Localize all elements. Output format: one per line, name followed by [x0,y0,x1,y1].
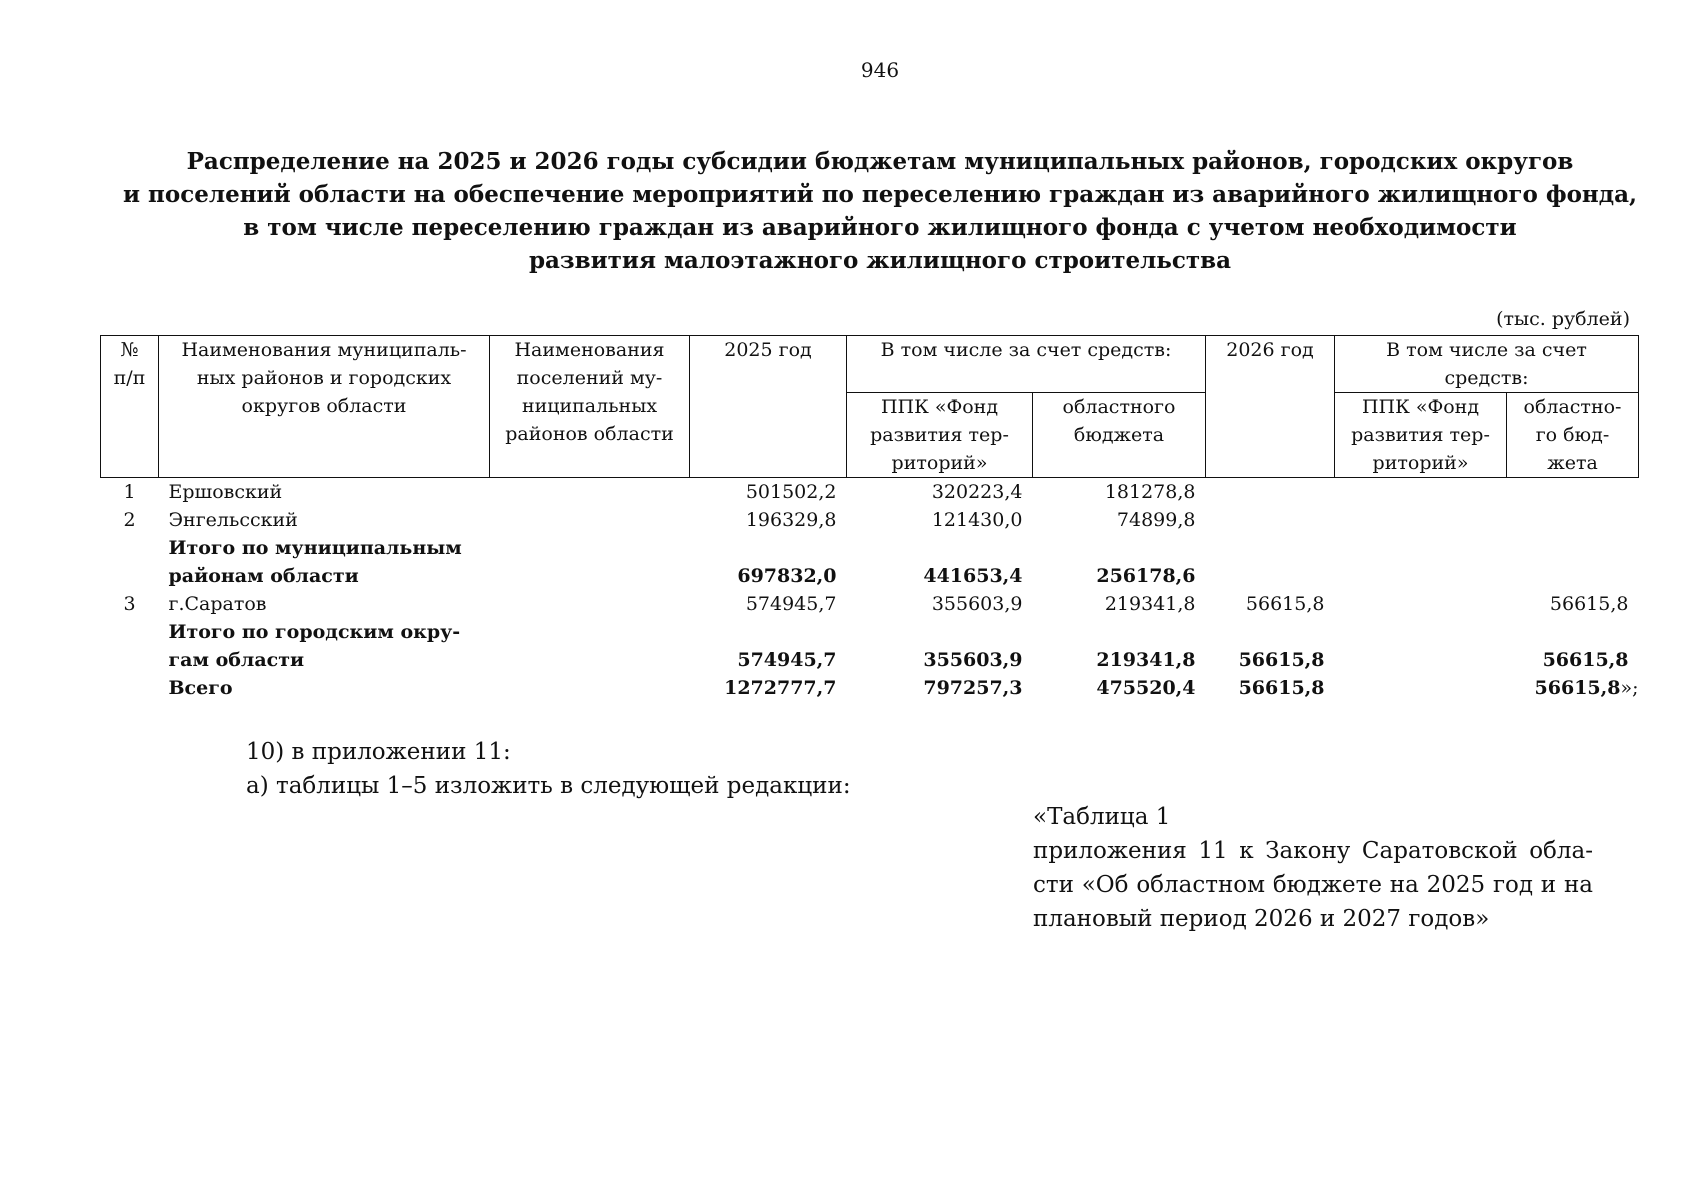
title-line: и поселений области на обеспечение мероприятий по переселению граждан из аварийного жилищного фонда, [122,181,1637,208]
header-num: № п/п [101,336,159,478]
cell-2026: 56615,8 [1238,677,1325,699]
header-ppk-2025: ППК «Фонд развития тер- риторий» [847,393,1033,478]
row-settlement [490,506,690,534]
cell-ppk-2026 [1335,478,1507,507]
cell-2025: 1272777,7 [724,677,837,699]
table-row [101,478,1639,507]
header-2026: 2026 год [1206,336,1335,478]
body-line: а) таблицы 1–5 изложить в следующей редакции: [246,773,851,799]
row-index: 3 [123,593,136,615]
units-label: (тыс. рублей) [1496,308,1630,330]
cell-oblast-2025: 256178,6 [1096,565,1196,587]
table-row-subtotal [101,618,1639,674]
row-name: Ершовский [168,481,283,503]
cell-ppk-2025: 121430,0 [931,509,1023,531]
cell-2025: 697832,0 [737,565,837,587]
title-line: в том числе переселению граждан из аварийного жилищного фонда с учетом необходимости [243,214,1517,241]
header-oblast-2025: областного бюджета [1033,393,1206,478]
row-settlement [490,590,690,618]
cell-oblast-2026 [1507,534,1639,590]
cell-2025: 501502,2 [745,481,837,503]
cell-ppk-2025: 355603,9 [931,593,1023,615]
appendix-table-label: «Таблица 1 [1033,804,1171,830]
cell-2026 [1206,534,1335,590]
cell-ppk-2026 [1335,534,1507,590]
row-settlement [490,618,690,674]
row-settlement [490,478,690,507]
body-line: 10) в приложении 11: [246,739,511,765]
row-name: Итого по городским окру- гам области [168,621,461,671]
header-2025: 2025 год [690,336,847,478]
row-settlement [490,534,690,590]
cell-2026 [1206,506,1335,534]
header-including-2026: В том числе за счет средств: [1335,336,1639,393]
appendix-line: плановый период 2026 и 2027 годов» [1033,906,1490,932]
row-index [101,534,159,590]
cell-oblast-2026: 56615,8 [1542,649,1629,671]
cell-ppk-2026 [1335,618,1507,674]
cell-oblast-2025: 219341,8 [1104,593,1196,615]
row-index: 1 [123,481,136,503]
page-number: 946 [860,58,900,82]
subsidy-table [100,335,1639,702]
header-district: Наименования муниципаль- ных районов и городских округов области [159,336,490,478]
cell-ppk-2025: 797257,3 [923,677,1023,699]
document-title [100,145,1660,277]
cell-oblast-2026: 56615,8»; [1534,677,1639,699]
cell-oblast-2025: 181278,8 [1104,481,1196,503]
appendix-line: приложения 11 к Закону Саратовской обла- [1033,838,1593,864]
cell-ppk-2026 [1335,506,1507,534]
row-index: 2 [123,509,136,531]
appendix-reference [1033,800,1593,936]
title-line: развития малоэтажного жилищного строительства [528,247,1232,274]
cell-2026: 56615,8 [1238,649,1325,671]
row-index [101,674,159,702]
cell-ppk-2026 [1335,674,1507,702]
cell-oblast-2026 [1507,506,1639,534]
cell-2025: 196329,8 [745,509,837,531]
cell-oblast-2025: 219341,8 [1096,649,1196,671]
row-name: Итого по муниципальным районам области [168,537,462,587]
table-row-total [101,674,1639,702]
row-index [101,618,159,674]
cell-oblast-2025: 74899,8 [1116,509,1196,531]
cell-oblast-2025: 475520,4 [1096,677,1196,699]
header-ppk-2026: ППК «Фонд развития тер- риторий» [1335,393,1507,478]
cell-ppk-2025: 441653,4 [923,565,1023,587]
header-including-2025: В том числе за счет средств: [847,336,1206,393]
row-name: Всего [168,677,233,699]
cell-ppk-2025: 320223,4 [931,481,1023,503]
row-settlement [490,674,690,702]
row-name: г.Саратов [168,593,267,615]
cell-2026: 56615,8 [1245,593,1325,615]
cell-oblast-2026 [1507,478,1639,507]
table-row [101,590,1639,618]
table-row-subtotal [101,534,1639,590]
table-row [101,506,1639,534]
body-text [246,735,851,803]
title-line: Распределение на 2025 и 2026 годы субсидии бюджетам муниципальных районов, городских округов [186,148,1574,175]
cell-oblast-2026: 56615,8 [1549,593,1629,615]
header-settlement: Наименования поселений му- ниципальных районов области [490,336,690,478]
cell-ppk-2025: 355603,9 [923,649,1023,671]
cell-2025: 574945,7 [745,593,837,615]
header-oblast-2026: областно- го бюд- жета [1507,393,1639,478]
appendix-line: сти «Об областном бюджете на 2025 год и на [1033,872,1593,898]
cell-2026 [1206,478,1335,507]
cell-2025: 574945,7 [737,649,837,671]
row-name: Энгельсский [168,509,298,531]
cell-ppk-2026 [1335,590,1507,618]
